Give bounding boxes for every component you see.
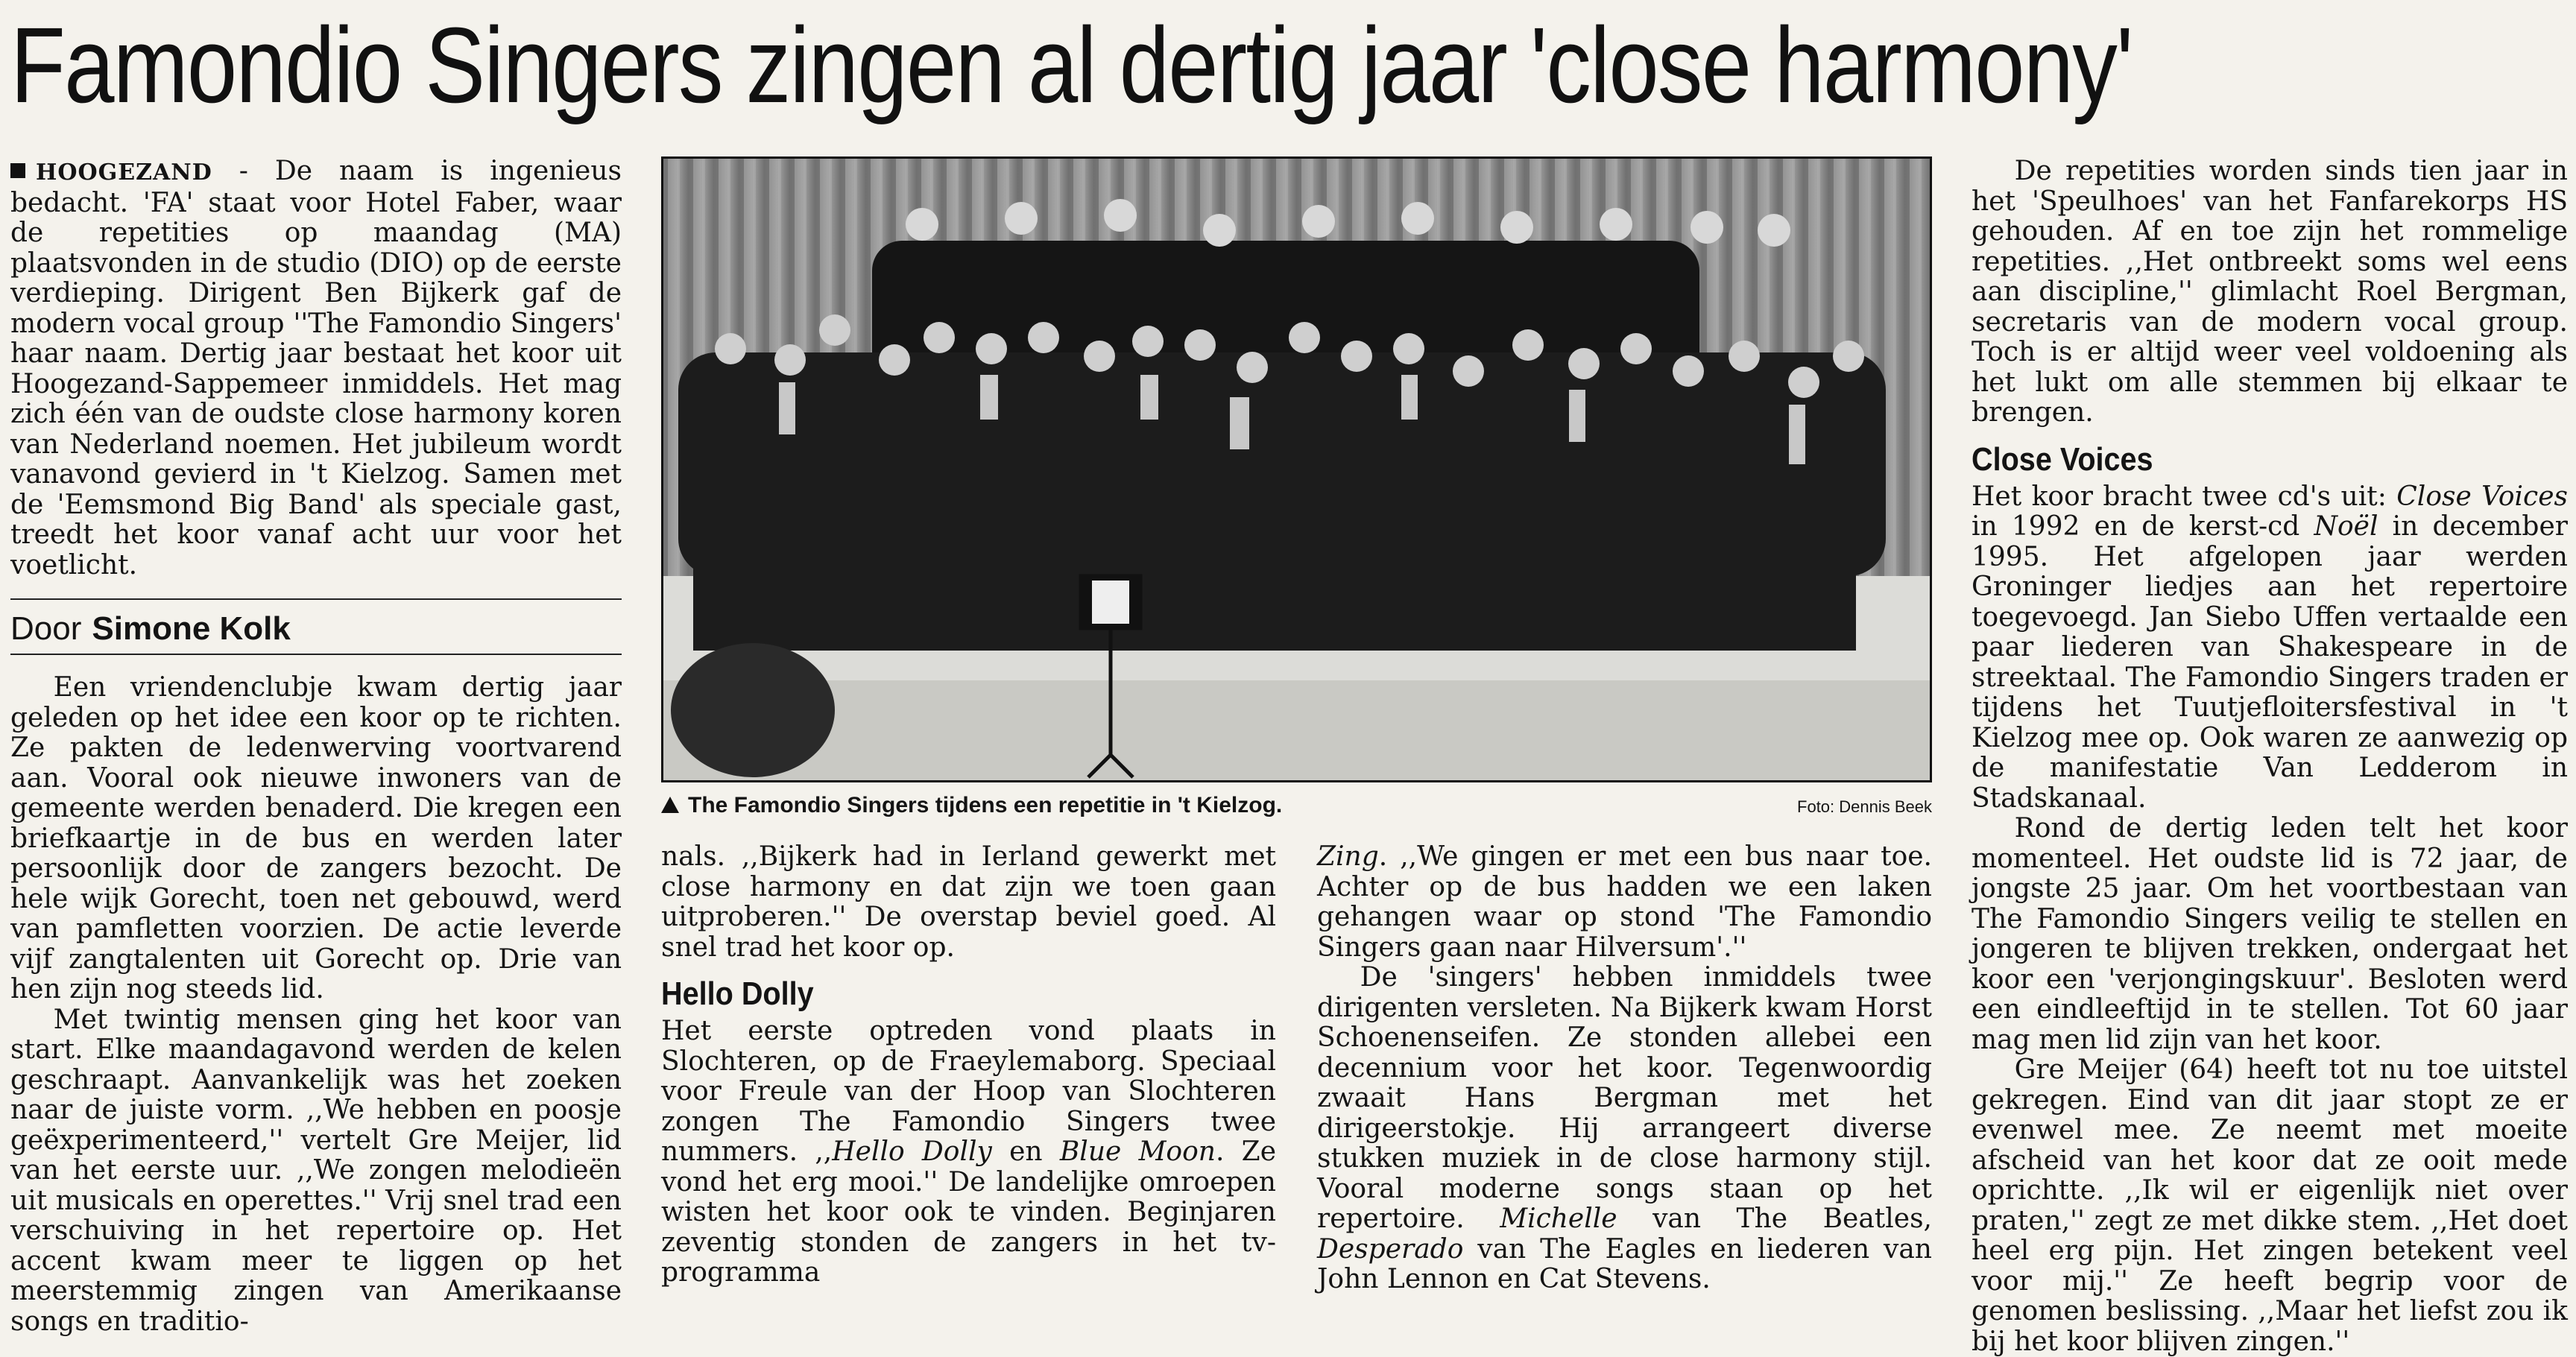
text-span: in 1992 en de kerst-cd xyxy=(1972,511,2314,542)
text-span: van The Eagles en liederen van John Lennon en Cat Stevens. xyxy=(1317,1233,1932,1294)
song-title: Michelle xyxy=(1500,1203,1617,1234)
song-title: Desperado xyxy=(1317,1233,1464,1265)
dateline: HOOGEZAND xyxy=(36,159,212,186)
body-paragraph: De repetities worden sinds tien jaar in het 'Speulhoes' van het Fanfarekorps HS gehouden. Af en toe zijn het rommelige repetities. ,,Het ontbreekt soms wel eens aan discipline,'' glimlacht Roel Bergman, secretaris van de modern vocal group. Toch is er altijd weer veel voldoening als het lukt om alle stemmen bij elkaar te brengen. xyxy=(1972,156,2568,428)
text-span: Het eerste optreden vond plaats in Slochteren, op de Fraeylemaborg. Speciaal voor Freule van der Hoop van Slochteren zongen The Famondio Singers twee nummers. ,, xyxy=(661,1016,1276,1167)
byline-author: Simone Kolk xyxy=(92,610,291,647)
body-paragraph xyxy=(1972,482,2568,814)
column-4 xyxy=(1972,156,2568,1357)
album-title: Noël xyxy=(2314,511,2378,542)
photo-credit: Foto: Dennis Beek xyxy=(1797,797,1932,816)
song-title: Blue Moon xyxy=(1059,1136,1216,1167)
byline xyxy=(10,598,622,655)
bullet-icon xyxy=(10,163,25,178)
subhead-close-voices: Close Voices xyxy=(1972,440,2153,478)
body-paragraph: Gre Meijer (64) heeft tot nu toe uitstel gekregen. Eind van dit jaar stopt ze er evenwel mee. Ze neemt met moeite afscheid van het koor dat ze ooit mede oprichtte. ,,Ik wil er eigenlijk niet over praten,'' zegt ze met dikke stem. ,,Het doet heel erg pijn. Het zingen betekent veel voor mij.'' Ze heeft begrip voor de genomen beslissing. ,,Maar het liefst zou ik bij het koor blijven zingen.'' xyxy=(1972,1054,2568,1357)
choir-photo xyxy=(661,156,1932,782)
text-span: De 'singers' hebben inmiddels twee dirigenten versleten. Na Bijkerk kwam Horst Schoenenseifen. Ze stonden allebei een decennium voor het koor. Tegenwoordig zwaait Hans Bergman met het dirigeerstokje. Hij arrangeert diverse stukken muziek in de close harmony stijl. Vooral moderne songs staan op het repertoire. xyxy=(1317,962,1932,1234)
caption-text: The Famondio Singers tijdens een repetitie in 't Kielzog. xyxy=(688,793,1283,817)
intro-paragraph xyxy=(10,156,622,581)
triangle-icon xyxy=(661,797,679,813)
text-span: . ,,We gingen er met een bus naar toe. Achter op de bus hadden we een laken gehangen waar op stond 'The Famondio Singers gaan naar Hilversum'.'' xyxy=(1317,841,1932,963)
intro-text: - De naam is ingenieus bedacht. 'FA' staat voor Hotel Faber, waar de repetities op maandag (MA) plaatsvonden in de studio (DIO) op de eerste verdieping. Dirigent Ben Bijkerk gaf de modern vocal group ''The Famondio Singers' haar naam. Dertig jaar bestaat het koor uit Hoogezand-Sappemeer inmiddels. Het mag zich één van de oudste close harmony koren van Nederland noemen. Het jubileum wordt vanavond gevierd in 't Kielzog. Samen met de 'Eemsmond Big Band' als speciale gast, treedt het koor vanaf acht uur voor het voetlicht. xyxy=(10,156,622,581)
song-title: Hello Dolly xyxy=(832,1136,992,1167)
text-span: Het koor bracht twee cd's uit: xyxy=(1972,481,2397,512)
body-paragraph xyxy=(1317,842,1932,963)
text-span: . Ze vond het erg mooi.'' De landelijke omroepen wisten het koor ook te vinden. Beginjaren zeventig stonden de zangers in het tv-programma xyxy=(661,1136,1276,1288)
column-1 xyxy=(10,156,622,1337)
text-span: en xyxy=(991,1136,1060,1167)
body-paragraph xyxy=(1317,963,1932,1295)
programme-title: Zing xyxy=(1317,841,1379,872)
body-paragraph: Met twintig mensen ging het koor van start. Elke maandagavond werden de kelen geschraapt. Aanvankelijk was het zoeken naar de juiste vorm. ,,We hebben en poosje geëxperimenteerd,'' vertelt Gre Meijer, lid van het eerste uur. ,,We zongen melodieën uit musicals en operettes.'' Vrij snel trad een verschuiving in het repertoire op. Het accent kwam meer te liggen op het meerstemmig zingen van Amerikaanse songs en traditio- xyxy=(10,1004,622,1337)
photo-caption xyxy=(661,788,1932,826)
body-paragraph: Rond de dertig leden telt het koor momenteel. Het oudste lid is 72 jaar, de jongste 25 jaar. Om het voortbestaan van The Famondio Singers veilig te stellen en jongeren te blijven trekken, ondergaat het koor een 'verjongingskuur'. Besloten werd een eindleeftijd in te stellen. Tot 60 jaar mag men lid zijn van het koor. xyxy=(1972,813,2568,1055)
byline-label: Door xyxy=(10,610,82,647)
text-span: in december 1995. Het afgelopen jaar werden Groninger liedjes aan het repertoire toegevoegd. Jan Siebo Uffen vertaalde een paar liederen van Shakespeare in de streektaal. The Famondio Singers traden er tijdens het Tuutjefloitersfestival in 't Kielzog mee op. Ook waren ze aanwezig op de manifestatie Van Ledderom in Stadskanaal. xyxy=(1972,511,2568,814)
text-span: van The Beatles, xyxy=(1617,1203,1932,1234)
headline: Famondio Singers zingen al dertig jaar 'close harmony' xyxy=(10,5,2133,125)
choir-photo-image xyxy=(663,159,1930,780)
body-paragraph: Een vriendenclubje kwam dertig jaar geleden op het idee een koor op te richten. Ze pakten de ledenwerving voortvarend aan. Vooral ook nieuwe inwoners van de gemeente werden benaderd. Die kregen een briefkaartje in de bus en werden later persoonlijk door de zangers bezocht. De hele wijk Gorecht, toen net gebouwd, werd van pamfletten voorzien. De actie leverde vijf zangtalenten uit Gorecht op. Drie van hen zijn nog steeds lid. xyxy=(10,672,622,1005)
body-paragraph: nals. ,,Bijkerk had in Ierland gewerkt met close harmony en dat zijn we toen gaan uitproberen.'' De overstap beviel goed. Al snel trad het koor op. xyxy=(661,841,1276,963)
column-3 xyxy=(1317,842,1932,1295)
body-paragraph xyxy=(661,1016,1276,1288)
column-2 xyxy=(661,842,1276,1288)
album-title: Close Voices xyxy=(2396,481,2569,512)
subhead-hello-dolly: Hello Dolly xyxy=(661,975,814,1012)
